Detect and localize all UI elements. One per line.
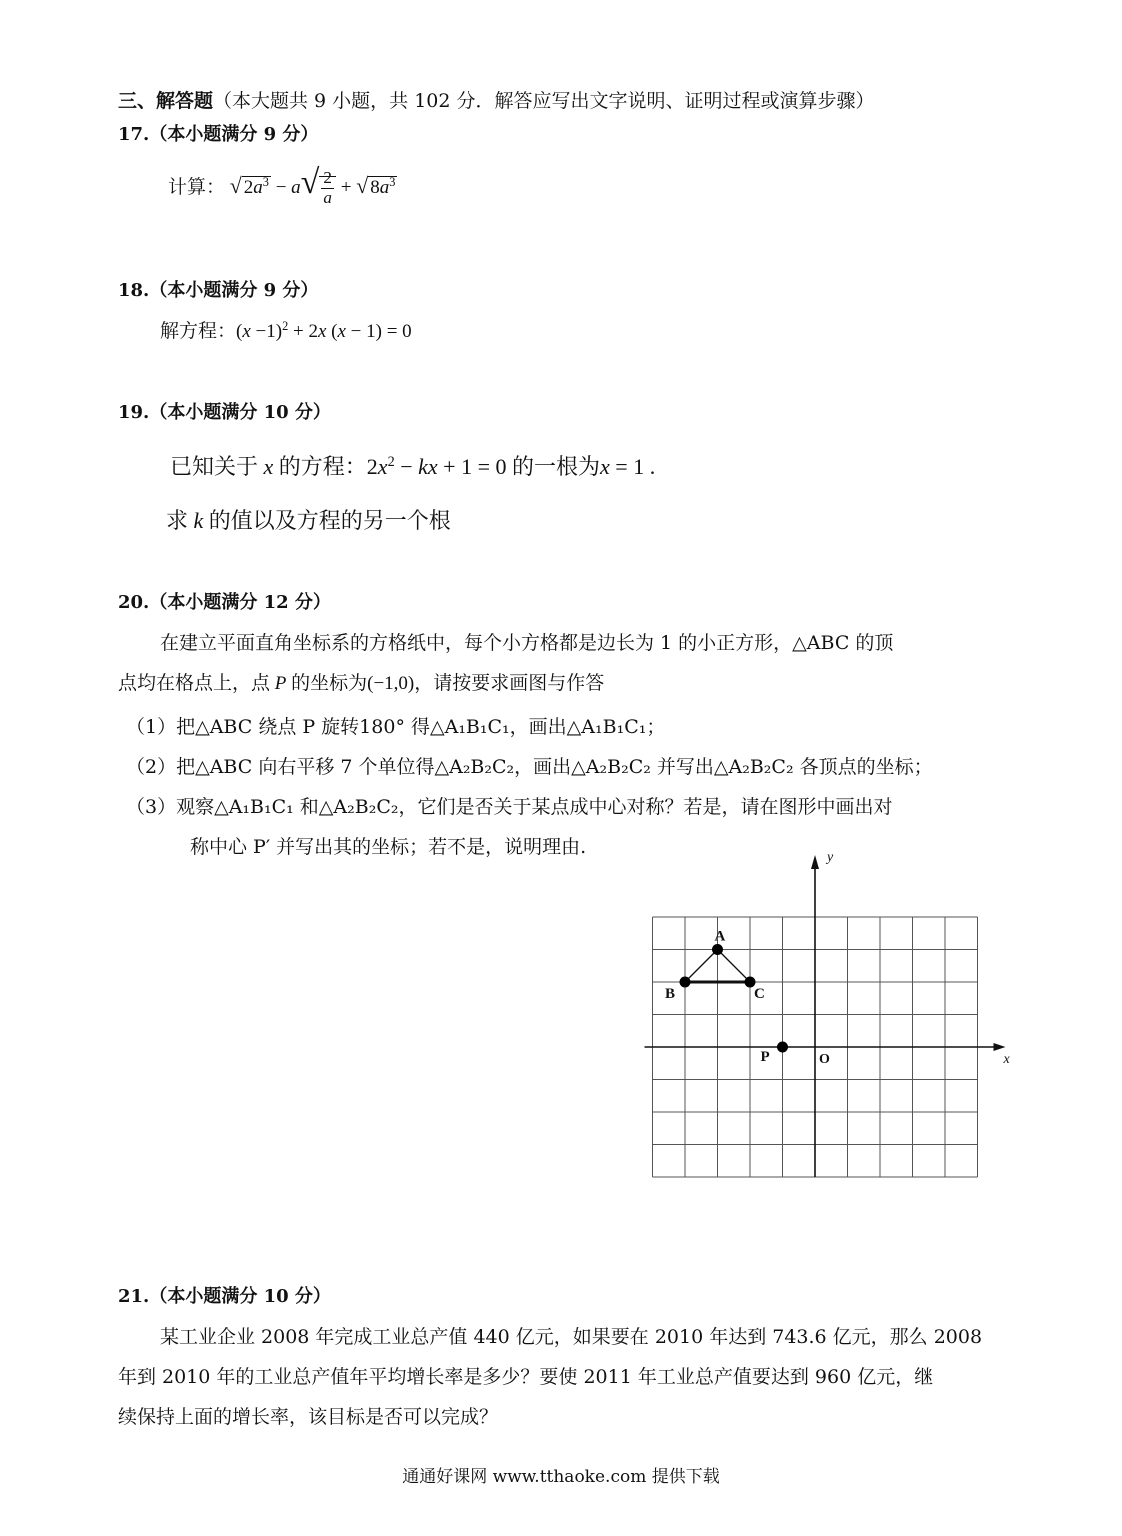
q20-header: 20.（本小题满分 12 分）: [118, 592, 331, 613]
q18-header: 18.（本小题满分 9 分）: [118, 280, 319, 301]
q20-sub1: （1）把△ABC 绕点 P 旋转180° 得△A₁B₁C₁，画出△A₁B₁C₁；: [126, 716, 666, 738]
y-axis-arrow: [811, 855, 819, 869]
q20-sub2: （2）把△ABC 向右平移 7 个单位得△A₂B₂C₂，画出△A₂B₂C₂ 并写出△A₂B₂C₂ 各顶点的坐标；: [126, 756, 933, 778]
q20-intro-line2: 点均在格点上，点 P 的坐标为(−1,0)，请按要求画图与作答: [118, 673, 605, 694]
q19-line1: 已知关于 x 的方程：$2x^2$ − kx + 1 = 0 的一根为x = 1 .: [170, 454, 656, 479]
y-axis-label: y: [827, 850, 834, 865]
q19-line2: 求 k 的值以及方程的另一个根: [166, 508, 451, 533]
q19-text-c: 的一根为: [512, 454, 601, 479]
q19-header: 19.（本小题满分 10 分）: [118, 402, 331, 423]
coordinate-grid-figure: [640, 826, 1020, 1196]
q20-intro-line1: 在建立平面直角坐标系的方格纸中，每个小方格都是边长为 1 的小正方形，△ABC 的顶: [160, 632, 894, 654]
q20-sub3-line1: （3）观察△A₁B₁C₁ 和△A₂B₂C₂，它们是否关于某点成中心对称？若是，请在图形中画出对: [126, 796, 893, 818]
q20-intro-a: 点均在格点上，点: [118, 673, 271, 694]
q21-line3: 续保持上面的增长率，该目标是否可以完成？: [118, 1406, 499, 1428]
axes: [645, 850, 1011, 1177]
q17-expression: 计算： √ $2a^3 - a√$ $\frac{2}{a}$ + √ $8a^3$: [168, 164, 396, 208]
point-a: [712, 944, 723, 955]
q20-intro-b: 的坐标为: [291, 673, 368, 694]
q18-prefix: 解方程：: [160, 321, 237, 342]
point-label-a: A: [714, 928, 726, 945]
page-footer: 通通好课网 www.tthaoke.com 提供下载: [402, 1467, 720, 1487]
q19-text-d: 求: [166, 508, 189, 533]
q18-equation: 解方程：$(x -1)^2 + 2x$ (x − 1) = 0: [160, 319, 412, 342]
q19-text-a: 已知关于: [170, 454, 259, 479]
section-label: 三、解答题: [118, 90, 214, 112]
section-title: [118, 86, 875, 113]
q21-line2: 年到 2010 年的工业总产值年平均增长率是多少？要使 2011 年工业总产值要达到 960 亿元，继: [118, 1366, 934, 1388]
q21-line1: 某工业企业 2008 年完成工业总产值 440 亿元，如果要在 2010 年达到 743.6 亿元，那么 2008: [160, 1326, 983, 1348]
q19-text-e: 的值以及方程的另一个根: [208, 508, 451, 533]
q21-header: 21.（本小题满分 10 分）: [118, 1286, 331, 1307]
q17-prefix: 计算：: [168, 177, 226, 198]
figure-marks: [665, 929, 788, 1066]
x-axis-arrow: [994, 1043, 1006, 1051]
q19-text-b: 的方程：: [278, 454, 367, 479]
point-b: [680, 977, 691, 988]
point-p: [777, 1042, 788, 1053]
q20-intro-c: ，请按要求画图与作答: [414, 673, 605, 694]
point-label-p: P: [760, 1049, 770, 1065]
x-axis-label: x: [1003, 1052, 1010, 1067]
origin-label: O: [819, 1052, 830, 1067]
section-desc: （本大题共 9 小题，共 102 分．解答应写出文字说明、证明过程或演算步骤）: [213, 90, 875, 112]
point-label-b: B: [665, 986, 676, 1002]
q20-sub3-line2: 称中心 P′ 并写出其的坐标；若不是，说明理由.: [190, 836, 587, 858]
q17-header: 17.（本小题满分 9 分）: [118, 124, 319, 145]
point-label-c: C: [754, 986, 765, 1002]
